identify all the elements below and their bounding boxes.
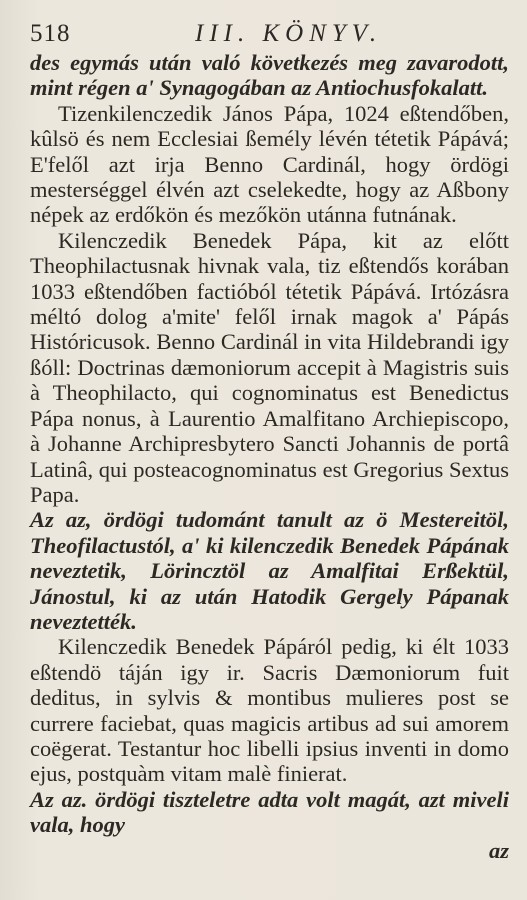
paragraph-translation-italic-2: Az az. ördögi tiszteletre adta volt magát, azt miveli vala, hogy	[30, 786, 509, 838]
body-text	[30, 50, 509, 863]
catchword: az	[488, 837, 509, 863]
paragraph-benedict-latin: Kilenczedik Benedek Pápáról pedig, ki élt 1033 eßtendö táján igy ir. Sacris Dæmoniorum fuit deditus, in sylvis & montibus mulieres post se currere faciebat, quas magicis artibus ad sui amorem coëgerat. Testantur hoc libelli ipsius inventi in domo ejus, postquàm vitam malè finierat.	[30, 634, 509, 787]
paragraph-translation-italic: Az az, ördögi tudománt tanult az ö Mestereitöl, Theofilactustól, a' ki kilenczedik Benedek Pápának neveztetik, Lörincztöl az Amalfitai Erßektül, Jánostul, ki az után Hatodik Gergely Pápanak neveztették.	[30, 507, 509, 634]
paragraph-john-pope: Tizenkilenczedik János Pápa, 1024 eßtendőben, kûlsö és nem Ecclesiai ßemély lévén tétetik Pápává; E'felől azt irja Benno Cardinál, hogy ördögi mesterséggel élvén azt cselekedte, hogy az Aßbony népek az erdőkön és mezőkön utánna futnának.	[30, 100, 509, 228]
page-number: 518	[30, 20, 71, 47]
running-head: III. KÖNYV.	[195, 20, 383, 47]
paragraph-benedict-pope: Kilenczedik Benedek Pápa, kit az előtt Theophilactusnak hivnak vala, tiz eßtendős korában 1033 eßtendőben factióból tétetik Pápává. Irtózásra méltó dolog a'mite' felől irnak magok a' Pápás Históricusok. Benno Cardinál in vita Hildebrandi igy ßóll: Doctrinas dæmoniorum accepit à Magistris suis à Theophilacto, qui cognominatus est Benedictus Pápa nonus, à Laurentio Amalfitano Archiepiscopo, à Johanne Archipresbytero Sancti Johannis de portâ Latinâ, qui posteacognominatus est Gregorius Sextus Papa.	[30, 227, 509, 507]
paragraph-continuation: des egymás után való következés meg zavarodott, mint régen a' Synagogában az Antiochusfokalatt.	[30, 50, 509, 101]
page-header	[30, 16, 509, 50]
